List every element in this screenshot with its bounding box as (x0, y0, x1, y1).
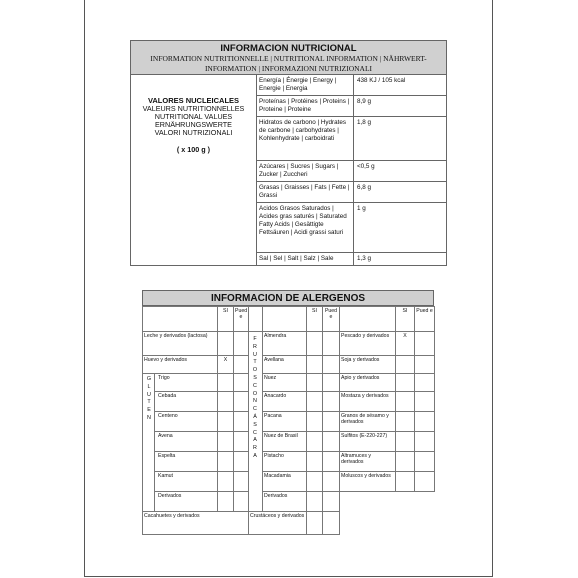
grid-line (142, 331, 435, 332)
fruto-item: Almendra (264, 333, 287, 339)
nutrient-name: Acidos Grasos Saturados | Acides gras saturés | Saturated Fatty Acids | Gesättigte Fettsäuren | Acidi grassi saturi (257, 203, 354, 252)
nutrient-name: Sal | Sel | Salt | Salz | Sale (257, 253, 354, 265)
nutrition-left-label: VALEURS NUTRITIONNELLES (142, 104, 245, 113)
gluten-item: Espelta (158, 453, 176, 459)
allergen-si-mark: X (403, 333, 407, 339)
fruto-item: Macadamia (264, 473, 291, 479)
grid-line (142, 306, 143, 534)
nutrition-unit: ( x 100 g ) (176, 145, 211, 154)
allergen-label: Pescado y derivados (341, 333, 390, 339)
col-pued-header: Pued e (416, 308, 433, 314)
grid-line (248, 511, 340, 512)
nutrition-table (130, 40, 447, 266)
nutrition-left-label: VALORES NUCLEICALES (147, 96, 240, 105)
nutrient-value: 1 g (357, 205, 366, 212)
grid-line (339, 306, 340, 534)
grid-line (414, 306, 415, 491)
nutrient-value: 438 KJ / 105 kcal (357, 77, 406, 84)
allergen-label: Huevo y derivados (144, 357, 187, 363)
nutrition-row (257, 75, 446, 96)
nutrition-row (257, 117, 446, 161)
allergen-table (142, 290, 434, 534)
grid-line (339, 391, 435, 392)
grid-line (339, 471, 435, 472)
gluten-group-label: G L U T E N (146, 376, 152, 421)
allergen-si-mark (397, 433, 413, 450)
nutrition-left-label: NUTRITIONAL VALUES (154, 112, 233, 121)
allergen-label: Apio y derivados (341, 375, 380, 381)
allergen-label: Altramuces y derivados (341, 453, 371, 466)
grid-line (306, 306, 307, 534)
grid-line (395, 306, 396, 491)
nutrient-value: 6,8 g (357, 184, 372, 191)
nutrition-left-label: ERNÄHRUNGSWERTE (155, 120, 232, 129)
grid-line (217, 306, 218, 511)
allergen-grid (142, 306, 434, 534)
allergen-label: Granos de sésamo y derivados (341, 413, 389, 426)
nutrition-left-column (131, 75, 257, 265)
grid-line (262, 391, 340, 392)
allergen-title: INFORMACION DE ALERGENOS (142, 290, 434, 306)
nutrition-row (257, 203, 446, 253)
nutrient-value: 1,8 g (357, 119, 372, 126)
gluten-item: Derivados (158, 493, 182, 499)
grid-line (154, 373, 155, 511)
col-pued-header: Pued e (235, 308, 247, 321)
grid-line (339, 491, 435, 492)
nutrition-row (257, 182, 446, 203)
allergen-label: Sulfitos (E-220-227) (341, 433, 388, 439)
nutrient-name: Azúcares | Sucres | Sugars | Zucker | Zuccheri (257, 161, 354, 181)
nutrient-value: 8,9 g (357, 98, 372, 105)
grid-line (262, 491, 340, 492)
grid-line (262, 373, 340, 374)
col-si-header: SI (223, 308, 228, 314)
nutrition-subtitle-1: INFORMATION NUTRITIONNELLE | NUTRITIONAL INFORMATION | NÄHRWERT- (150, 54, 427, 63)
grid-line (339, 355, 435, 356)
grid-line (434, 306, 435, 491)
allergen-si-mark (397, 453, 413, 470)
frutos-group-label: F R U T O S C O N C Á S C A R A (252, 336, 258, 459)
fruto-item: Nuez (264, 375, 277, 381)
nutrient-value: <0,5 g (357, 163, 375, 170)
grid-line (154, 471, 249, 472)
allergen-si-mark (397, 413, 413, 430)
gluten-item: Centeno (158, 413, 178, 419)
nutrient-value: 1,3 g (357, 255, 372, 262)
grid-line (154, 431, 249, 432)
allergen-si-mark (219, 333, 232, 354)
nutrition-title-block (131, 41, 446, 75)
grid-line (233, 306, 234, 511)
grid-line (339, 411, 435, 412)
gluten-item: Cebada (158, 393, 177, 399)
allergen-si-mark (397, 357, 413, 372)
grid-line (248, 306, 249, 534)
nutrition-row (257, 253, 446, 265)
col-pued-header: Pued e (324, 308, 338, 321)
nutrient-name: Energía | Énergie | Energy | Energie | Energia (257, 75, 354, 95)
nutrient-name: Hidratos de carbono | Hydrates de carbone | carbohydrates | Kohlenhydrate | carboidrati (257, 117, 354, 160)
allergen-label: Soja y derivados (341, 357, 380, 363)
fruto-item: Derivados (264, 493, 288, 499)
col-si-header: SI (312, 308, 317, 314)
grid-line (322, 306, 323, 534)
grid-line (262, 355, 340, 356)
nutrition-left-label: VALORI NUTRIZIONALI (154, 128, 233, 137)
allergen-si-mark (397, 375, 413, 390)
allergen-label: Leche y derivados (lactosa) (144, 333, 208, 339)
fruto-item: Anacardo (264, 393, 287, 399)
fruto-item: Nuez de Brasil (264, 433, 298, 439)
grid-line (142, 511, 249, 512)
grid-line (262, 306, 263, 511)
col-si-header: SI (402, 308, 408, 314)
grid-line (262, 471, 340, 472)
allergen-label: Moluscos y derivados (341, 473, 391, 479)
nutrition-title: INFORMACION NUTRICIONAL (220, 43, 357, 54)
allergen-si-mark (397, 473, 413, 490)
nutrition-subtitle-2: INFORMATION | INFORMAZIONI NUTRIZIONALI (204, 63, 373, 73)
grid-line (154, 491, 249, 492)
grid-line (154, 391, 249, 392)
allergen-label: Mostaza y derivados (341, 393, 389, 399)
allergen-si-mark (397, 393, 413, 410)
allergen-label: Cacahuetes y derivados (144, 513, 200, 519)
gluten-item: Avena (158, 433, 173, 439)
fruto-item: Avellana (264, 357, 284, 363)
nutrient-name: Proteínas | Protéines | Proteins | Proteine | Proteine (257, 96, 354, 116)
grid-line (262, 431, 340, 432)
nutrient-name: Grasas | Graisses | Fats | Fette | Grassi (257, 182, 354, 202)
allergen-label: Crustáceos y derivados (250, 513, 305, 519)
gluten-item: Trigo (158, 375, 170, 381)
grid-line (248, 534, 340, 535)
gluten-item: Kamut (158, 473, 173, 479)
allergen-si-mark: X (223, 357, 228, 363)
grid-line (142, 534, 249, 535)
fruto-item: Pistacho (264, 453, 284, 459)
nutrition-row (257, 96, 446, 117)
grid-line (339, 431, 435, 432)
grid-line (262, 411, 340, 412)
grid-line (154, 411, 249, 412)
grid-line (262, 451, 340, 452)
grid-line (142, 306, 435, 307)
nutrition-row (257, 161, 446, 182)
fruto-item: Pacana (264, 413, 282, 419)
grid-line (154, 451, 249, 452)
grid-line (339, 451, 435, 452)
nutrition-rows (257, 75, 446, 265)
grid-line (339, 373, 435, 374)
